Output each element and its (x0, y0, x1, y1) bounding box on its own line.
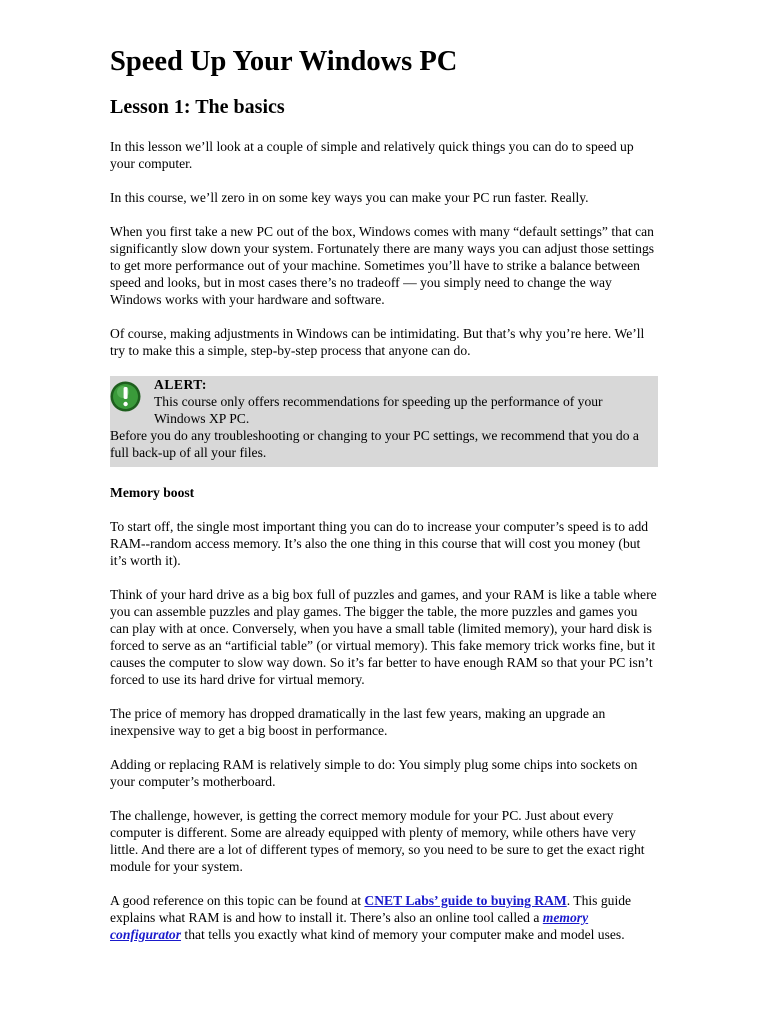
lesson-title: Lesson 1: The basics (110, 96, 285, 118)
memory-paragraph-1: To start off, the single most important thing you can do to increase your computer’s speed is to add RAM--random access memory. It’s also the one thing in this course that will cost you money (but it’s worth it). (110, 519, 649, 568)
memory-paragraph-5: The challenge, however, is getting the correct memory module for your PC. Just about every computer is different. Some are already equipped with plenty of memory, while others have very little. And there are a lot of different types of memory, so you need to be sure to get the exact right module for your system. (110, 808, 645, 874)
cnet-ram-guide-link[interactable]: CNET Labs’ guide to buying RAM (364, 893, 567, 908)
alert-box (110, 376, 658, 467)
intro-paragraph-4: Of course, making adjustments in Windows can be intimidating. But that’s why you’re here. We’ll try to make this a simple, step-by-step process that anyone can do. (110, 326, 645, 358)
alert-text-1: This course only offers recommendations for speeding up the performance of your Windows XP PC. (154, 394, 603, 426)
memory-configurator-link[interactable]: memory configurator (110, 910, 589, 942)
reference-text-1: A good reference on this topic can be found at (110, 893, 365, 908)
memory-paragraph-4: Adding or replacing RAM is relatively simple to do: You simply plug some chips into sockets on your computer’s motherboard. (110, 757, 638, 789)
reference-paragraph (110, 892, 658, 943)
memory-paragraph-3: The price of memory has dropped dramatically in the last few years, making an upgrade an inexpensive way to get a big boost in performance. (110, 706, 606, 738)
intro-paragraph-2: In this course, we’ll zero in on some key ways you can make your PC run faster. Really. (110, 190, 589, 205)
alert-body (110, 393, 654, 461)
intro-paragraph-3: When you first take a new PC out of the box, Windows comes with many “default settings” that can significantly slow down your system. Fortunately there are many ways you can adjust those settings to get more performance out of your machine. Sometimes you’ll have to strike a balance between speed and looks, but in most cases there’s no tradeoff — you simply need to change the way Windows works with your hardware and software. (110, 224, 655, 307)
reference-text-2: . This guide explains what RAM is and how to install it. There’s also an online tool called a (110, 893, 632, 925)
reference-text-3: that tells you exactly what kind of memory your computer make and model uses. (181, 927, 625, 942)
alert-title: ALERT: (154, 377, 207, 392)
section-heading-memory-boost: Memory boost (110, 485, 195, 500)
document-content (110, 44, 658, 943)
intro-paragraph-1: In this lesson we’ll look at a couple of simple and relatively quick things you can do to speed up your computer. (110, 139, 634, 171)
page-title: Speed Up Your Windows PC (110, 46, 458, 77)
memory-paragraph-2: Think of your hard drive as a big box full of puzzles and games, and your RAM is like a table where you can assemble puzzles and play games. The bigger the table, the more puzzles and games you can play with at once. Conversely, when you have a small table (limited memory), your hard disk is forced to serve as an “artificial table” (or virtual memory). This fake memory trick works fine, but it causes the computer to slow way down. So it’s far better to have enough RAM so that your PC isn’t forced to use its hard drive for virtual memory. (110, 587, 657, 687)
alert-text-2: Before you do any troubleshooting or changing to your PC settings, we recommend that you do a full back-up of all your files. (110, 428, 639, 460)
exclamation-icon (110, 381, 141, 412)
